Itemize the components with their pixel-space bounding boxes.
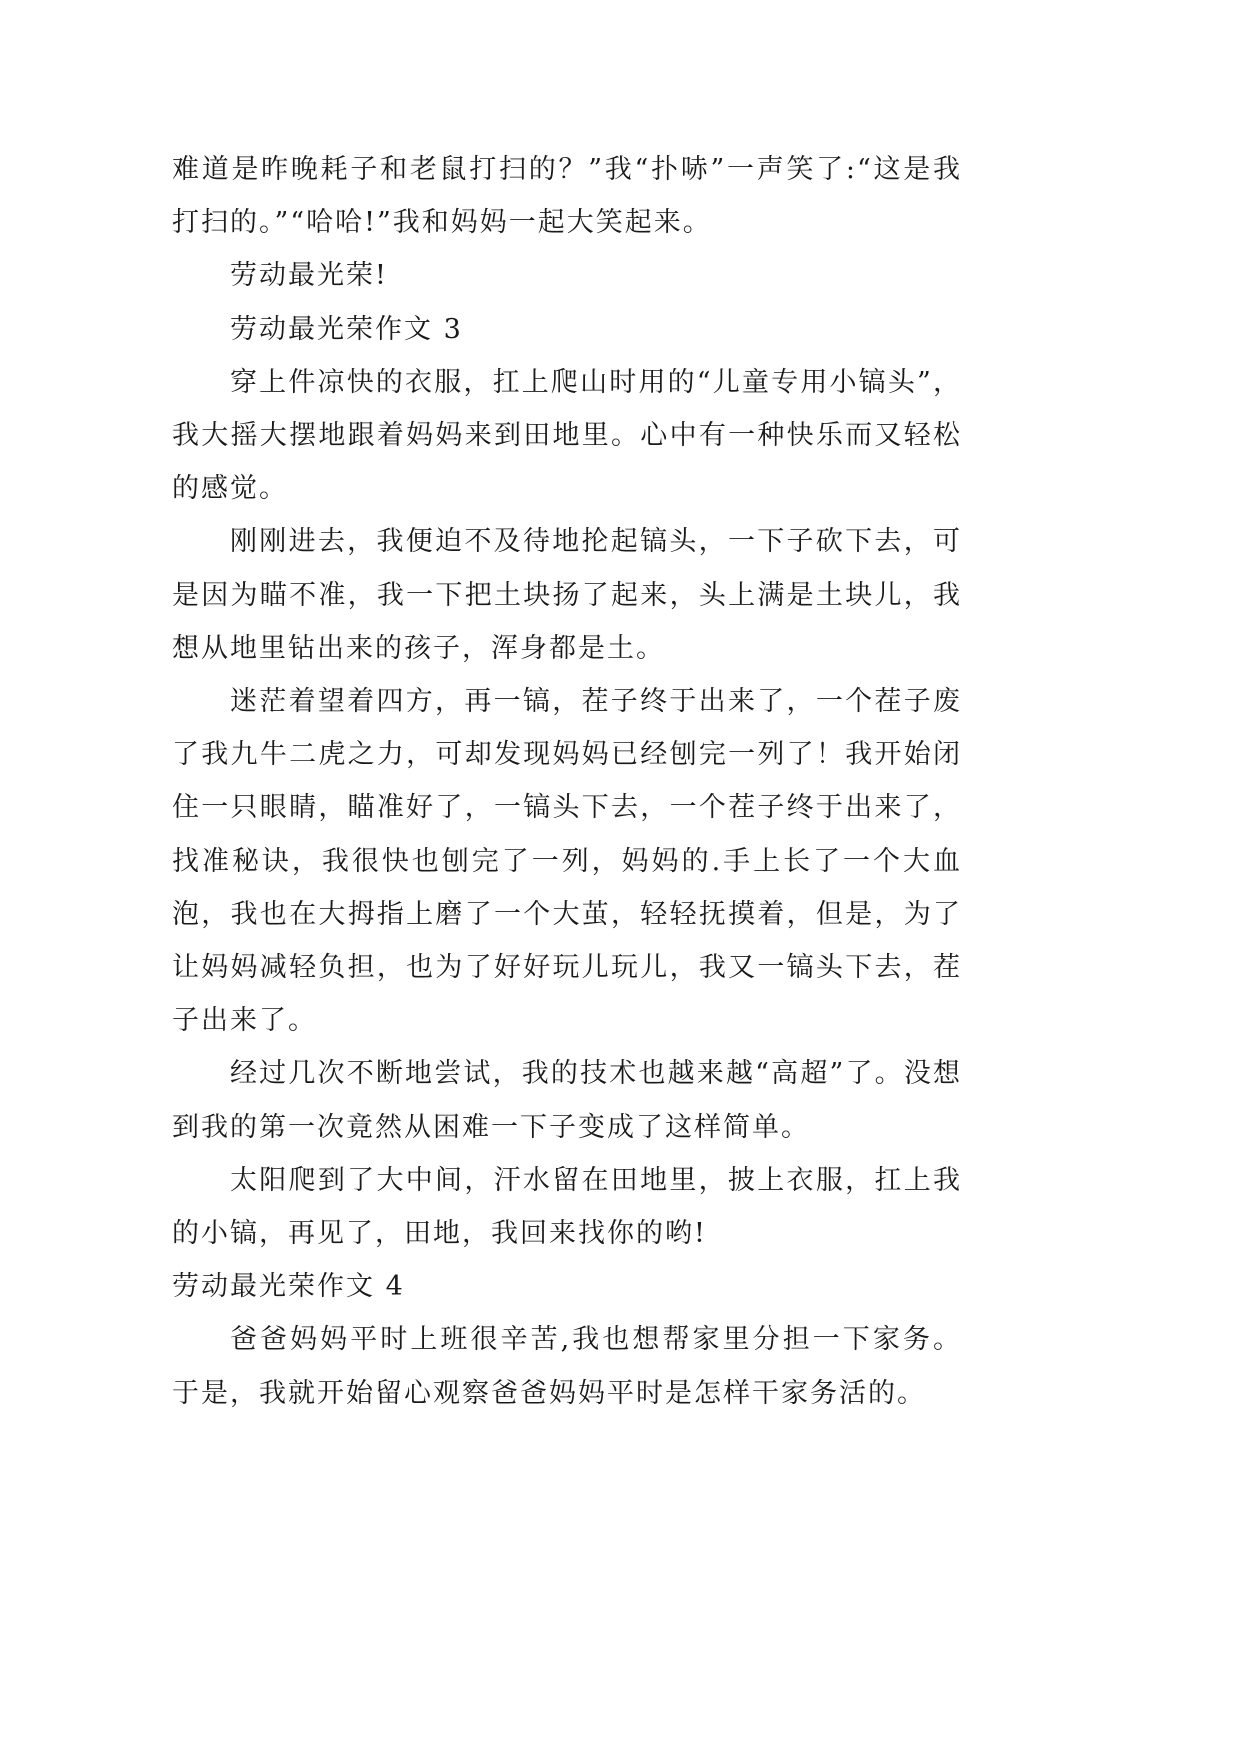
paragraph-intro-ending: 难道是昨晚耗子和老鼠打扫的？”我“扑哧”一声笑了:“这是我打扫的。”“哈哈!”我和妈妈一起大笑起来。 [172, 154, 962, 239]
essay-3-paragraph-1: 穿上件凉快的衣服，扛上爬山时用的“儿童专用小镐头”，我大摇大摆地跟着妈妈来到田地里。心中有一种快乐而又轻松的感觉。 [172, 366, 962, 505]
essay-4-paragraph-1: 爸爸妈妈平时上班很辛苦,我也想帮家里分担一下家务。于是，我就开始留心观察爸爸妈妈平时是怎样干家务活的。 [172, 1324, 962, 1409]
essay-3-title: 劳动最光荣作文 3 [230, 313, 463, 345]
document-body [172, 143, 962, 1420]
essay-4-title: 劳动最光荣作文 4 [172, 1271, 405, 1303]
essay-3-paragraph-4: 经过几次不断地尝试，我的技术也越来越“高超”了。没想到我的第一次竟然从困难一下子变成了这样简单。 [172, 1058, 962, 1143]
essay-3-paragraph-2: 刚刚进去，我便迫不及待地抡起镐头，一下子砍下去，可是因为瞄不准，我一下把土块扬了起来，头上满是土块儿，我想从地里钻出来的孩子，浑身都是土。 [172, 526, 962, 664]
essay-3-paragraph-5: 太阳爬到了大中间，汗水留在田地里，披上衣服，扛上我的小镐，再见了，田地，我回来找你的哟! [172, 1164, 962, 1250]
paragraph-slogan: 劳动最光荣! [230, 260, 388, 292]
essay-3-paragraph-3: 迷茫着望着四方，再一镐，茬子终于出来了，一个茬子废了我九牛二虎之力，可却发现妈妈已经刨完一列了！我开始闭住一只眼睛，瞄准好了，一镐头下去，一个茬子终于出来了，找准秘诀，我很快也刨完了一列，妈妈的.手上长了一个大血泡，我也在大拇指上磨了一个大茧，轻轻抚摸着，但是，为了让妈妈减轻负担，也为了好好玩儿玩儿，我又一镐头下去，茬子出来了。 [172, 686, 962, 1037]
